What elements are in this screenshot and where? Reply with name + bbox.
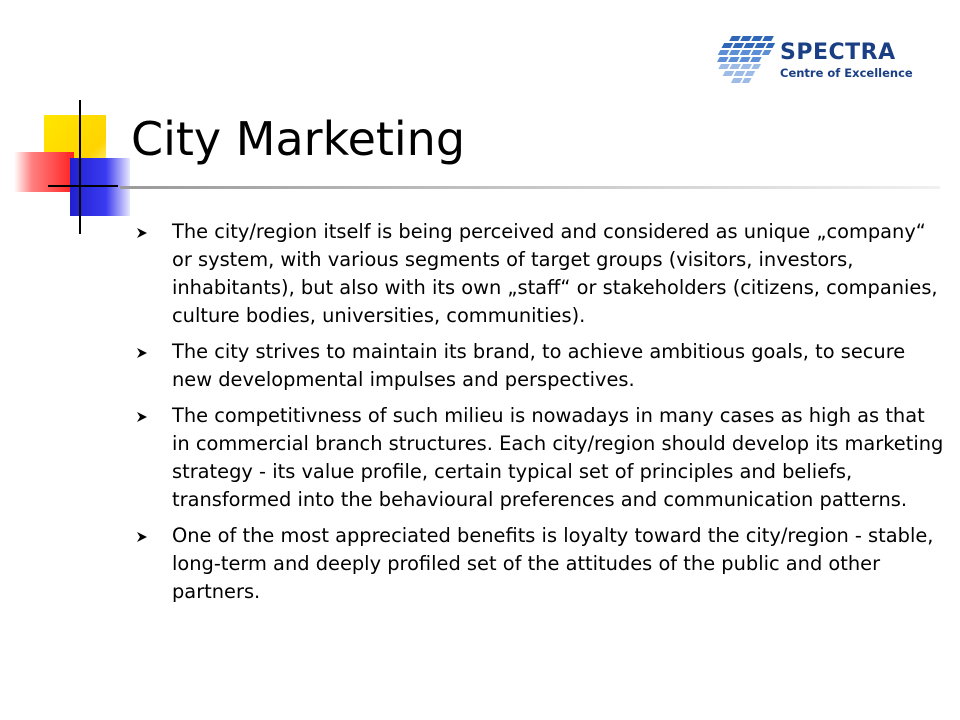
bullet-item (134, 522, 946, 606)
title-underline (120, 186, 940, 189)
bullet-item (134, 338, 946, 394)
bullet-text: The city/region itself is being perceived and considered as unique „company“ or system, with various segments of target groups (visitors, investors, inhabitants), but also with its own „staff“ or stakeholders (citizens, companies, culture bodies, universities, communities). (172, 220, 938, 327)
decor-horizontal-line (48, 185, 118, 187)
bullet-item (134, 402, 946, 514)
globe-grid-icon (700, 32, 776, 88)
spectra-logo (700, 32, 930, 88)
slide-title: City Marketing (131, 112, 466, 166)
bullet-item (134, 218, 946, 330)
bullet-text: The competitivness of such milieu is nowadays in many cases as high as that in commercial branch structures. Each city/region should develop its marketing strategy - its value profile, certain typical set of principles and beliefs, transformed into the behavioural preferences and communication patterns. (172, 404, 944, 511)
bullet-text: One of the most appreciated benefits is loyalty toward the city/region - stable, long-term and deeply profiled set of the attitudes of the public and other partners. (172, 524, 934, 603)
bullet-text: The city strives to maintain its brand, to achieve ambitious goals, to secure new developmental impulses and perspectives. (172, 340, 906, 391)
arrowhead-bullet-icon (136, 227, 148, 239)
bullet-list (134, 218, 946, 614)
decor-vertical-line (79, 100, 81, 234)
logo-name: SPECTRA (780, 40, 896, 65)
arrowhead-bullet-icon (136, 347, 148, 359)
arrowhead-bullet-icon (136, 531, 148, 543)
logo-subtitle: Centre of Excellence (780, 66, 913, 80)
arrowhead-bullet-icon (136, 411, 148, 423)
